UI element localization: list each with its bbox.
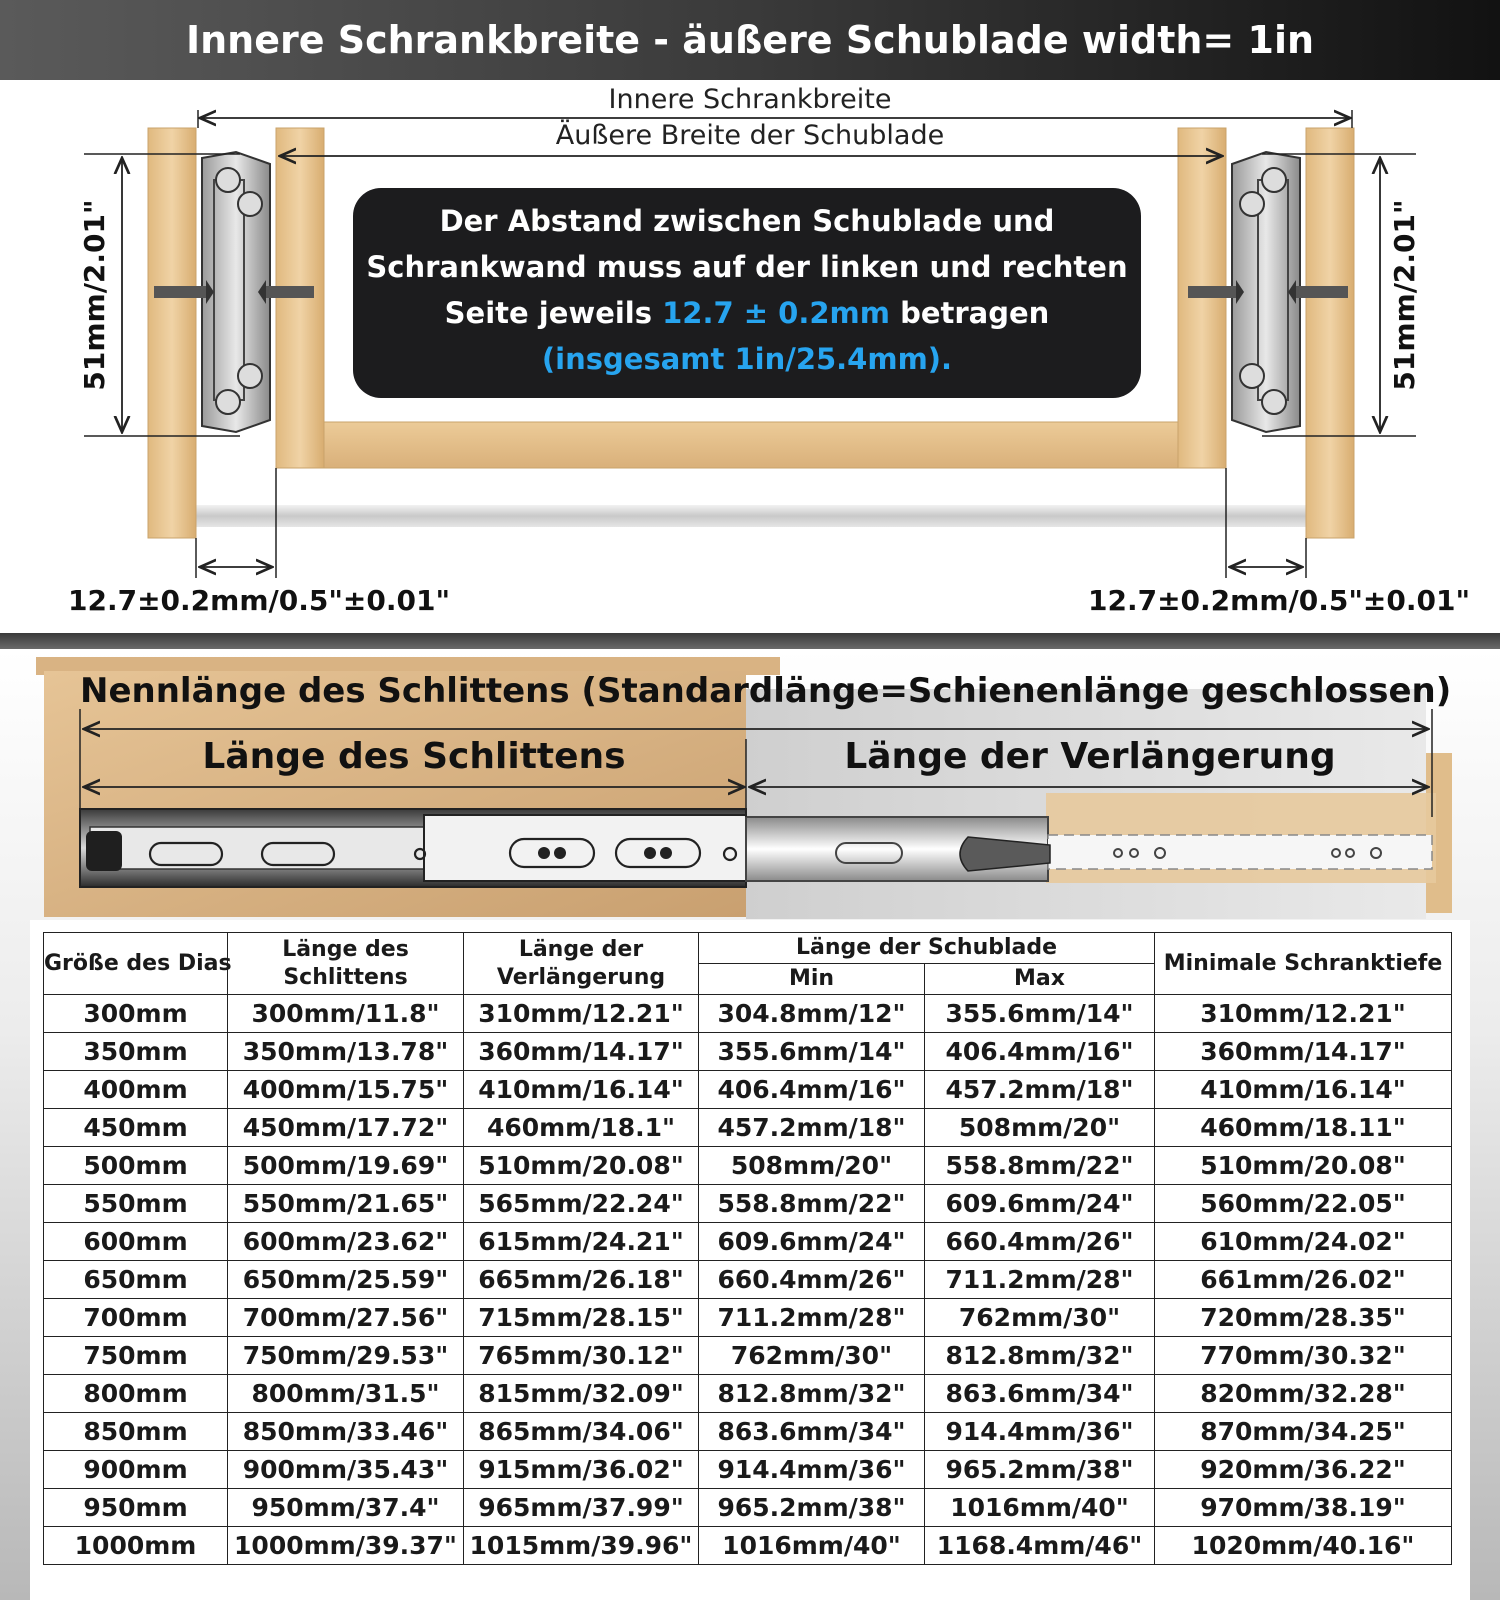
cell-drawer-min: 355.6mm/14" [699,1033,925,1071]
cell-slide-length: 650mm/25.59" [228,1261,464,1299]
cell-size: 350mm [44,1033,228,1071]
cell-size: 850mm [44,1413,228,1451]
cell-drawer-min: 609.6mm/24" [699,1223,925,1261]
cell-slide-length: 950mm/37.4" [228,1489,464,1527]
cell-drawer-min: 711.2mm/28" [699,1299,925,1337]
cell-drawer-max: 711.2mm/28" [925,1261,1155,1299]
left-height-label: 51mm/2.01" [78,199,111,391]
header-drawer-min: Min [699,964,925,995]
cell-min-depth: 770mm/30.32" [1155,1337,1452,1375]
page-title: Innere Schrankbreite - äußere Schublade width= 1in [185,18,1315,62]
cell-min-depth: 870mm/34.25" [1155,1413,1452,1451]
cell-size: 600mm [44,1223,228,1261]
cell-drawer-max: 457.2mm/18" [925,1071,1155,1109]
cell-drawer-max: 609.6mm/24" [925,1185,1155,1223]
table-row [44,1527,1452,1565]
cell-slide-length: 300mm/11.8" [228,995,464,1033]
table-row [44,1489,1452,1527]
cell-min-depth: 310mm/12.21" [1155,995,1452,1033]
table-row [44,1109,1452,1147]
cell-extension-length: 965mm/37.99" [464,1489,699,1527]
cell-extension-length: 615mm/24.21" [464,1223,699,1261]
cell-drawer-max: 965.2mm/38" [925,1451,1155,1489]
cell-slide-length: 550mm/21.65" [228,1185,464,1223]
cell-drawer-min: 762mm/30" [699,1337,925,1375]
cell-drawer-min: 863.6mm/34" [699,1413,925,1451]
drawer-bottom [324,422,1178,468]
cell-drawer-max: 1016mm/40" [925,1489,1155,1527]
cell-size: 650mm [44,1261,228,1299]
cell-extension-length: 1015mm/39.96" [464,1527,699,1565]
cell-min-depth: 1020mm/40.16" [1155,1527,1452,1565]
left-cabinet-wall [148,128,196,538]
cell-extension-length: 765mm/30.12" [464,1337,699,1375]
cell-extension-length: 360mm/14.17" [464,1033,699,1071]
cell-min-depth: 610mm/24.02" [1155,1223,1452,1261]
cell-slide-length: 600mm/23.62" [228,1223,464,1261]
cell-drawer-min: 914.4mm/36" [699,1451,925,1489]
callout-total-highlight: (insgesamt 1in/25.4mm). [541,342,953,376]
cell-drawer-min: 812.8mm/32" [699,1375,925,1413]
cell-extension-length: 665mm/26.18" [464,1261,699,1299]
cell-min-depth: 510mm/20.08" [1155,1147,1452,1185]
extension-length-label: Länge der Verlängerung [844,736,1336,777]
cell-slide-length: 750mm/29.53" [228,1337,464,1375]
cell-drawer-min: 1016mm/40" [699,1527,925,1565]
cell-slide-length: 700mm/27.56" [228,1299,464,1337]
cell-slide-length: 900mm/35.43" [228,1451,464,1489]
cell-extension-length: 510mm/20.08" [464,1147,699,1185]
cell-size: 1000mm [44,1527,228,1565]
cell-slide-length: 500mm/19.69" [228,1147,464,1185]
cell-slide-length: 1000mm/39.37" [228,1527,464,1565]
cell-drawer-min: 965.2mm/38" [699,1489,925,1527]
cell-size: 800mm [44,1375,228,1413]
cell-size: 750mm [44,1337,228,1375]
header-min-cabinet-depth: Minimale Schranktiefe [1155,933,1452,995]
cell-size: 950mm [44,1489,228,1527]
cell-extension-length: 865mm/34.06" [464,1413,699,1451]
slide-end-stopper [86,831,122,871]
table-body [44,995,1452,1565]
cell-min-depth: 720mm/28.35" [1155,1299,1452,1337]
callout-line-1: Der Abstand zwischen Schublade und [439,204,1055,238]
cell-drawer-max: 914.4mm/36" [925,1413,1155,1451]
header-slide-length: Länge des Schlittens [228,933,464,995]
cell-drawer-max: 355.6mm/14" [925,995,1155,1033]
cell-extension-length: 460mm/18.1" [464,1109,699,1147]
inner-width-label: Innere Schrankbreite [608,84,892,115]
table-row [44,1147,1452,1185]
left-gap-label: 12.7±0.2mm/0.5"±0.01" [68,584,451,617]
cell-size: 500mm [44,1147,228,1185]
cell-extension-length: 410mm/16.14" [464,1071,699,1109]
cell-drawer-min: 304.8mm/12" [699,995,925,1033]
header-drawer-max: Max [925,964,1155,995]
table-row [44,1375,1452,1413]
cell-min-depth: 410mm/16.14" [1155,1071,1452,1109]
cell-size: 450mm [44,1109,228,1147]
cell-slide-length: 800mm/31.5" [228,1375,464,1413]
section-divider [0,633,1500,649]
cell-min-depth: 920mm/36.22" [1155,1451,1452,1489]
header-size: Größe des Dias [44,933,228,995]
table-row [44,1261,1452,1299]
callout-line-3 [353,290,1141,336]
cell-size: 400mm [44,1071,228,1109]
callout-line-3-start: Seite jeweils [444,296,663,330]
cell-drawer-max: 762mm/30" [925,1299,1155,1337]
cell-drawer-max: 508mm/20" [925,1109,1155,1147]
cell-slide-length: 850mm/33.46" [228,1413,464,1451]
cell-drawer-max: 660.4mm/26" [925,1223,1155,1261]
cell-drawer-min: 660.4mm/26" [699,1261,925,1299]
cell-size: 300mm [44,995,228,1033]
cell-drawer-max: 863.6mm/34" [925,1375,1155,1413]
cell-drawer-max: 812.8mm/32" [925,1337,1155,1375]
table-row [44,995,1452,1033]
table-row [44,1299,1452,1337]
cell-slide-length: 400mm/15.75" [228,1071,464,1109]
table-row [44,1413,1452,1451]
slide-length-label: Länge des Schlittens [202,736,626,777]
cell-slide-length: 350mm/13.78" [228,1033,464,1071]
spacing-callout-box [353,188,1141,398]
table-row [44,1071,1452,1109]
cell-extension-length: 310mm/12.21" [464,995,699,1033]
table-row [44,1033,1452,1071]
cell-size: 900mm [44,1451,228,1489]
cell-min-depth: 560mm/22.05" [1155,1185,1452,1223]
slide-size-table [43,932,1452,1565]
cell-extension-length: 565mm/22.24" [464,1185,699,1223]
callout-line-3-end: betragen [889,296,1050,330]
cell-drawer-max: 558.8mm/22" [925,1147,1155,1185]
table-row [44,1185,1452,1223]
cell-drawer-min: 457.2mm/18" [699,1109,925,1147]
table-row [44,1223,1452,1261]
cell-min-depth: 360mm/14.17" [1155,1033,1452,1071]
cell-drawer-max: 1168.4mm/46" [925,1527,1155,1565]
header-extension-length: Länge der Verlängerung [464,933,699,995]
callout-line-2: Schrankwand muss auf der linken und rechten [366,250,1128,284]
table-row [44,1337,1452,1375]
outer-width-label: Äußere Breite der Schublade [555,120,945,151]
nominal-length-label: Nennlänge des Schlittens (Standardlänge=Schienenlänge geschlossen) [80,671,1452,711]
right-gap-label: 12.7±0.2mm/0.5"±0.01" [1088,584,1471,617]
table-row [44,1451,1452,1489]
cell-extension-length: 715mm/28.15" [464,1299,699,1337]
cell-drawer-min: 508mm/20" [699,1147,925,1185]
cell-extension-length: 815mm/32.09" [464,1375,699,1413]
right-cabinet-wall [1306,128,1354,538]
cell-drawer-min: 406.4mm/16" [699,1071,925,1109]
cell-size: 550mm [44,1185,228,1223]
header-drawer-length: Länge der Schublade [699,933,1155,964]
cell-slide-length: 450mm/17.72" [228,1109,464,1147]
slide-inner-member [424,815,746,881]
cell-extension-length: 915mm/36.02" [464,1451,699,1489]
right-height-label: 51mm/2.01" [1388,199,1421,391]
cell-min-depth: 970mm/38.19" [1155,1489,1452,1527]
bottom-rail-shelf [196,505,1306,527]
callout-tolerance-highlight: 12.7 ± 0.2mm [662,296,890,330]
cell-min-depth: 820mm/32.28" [1155,1375,1452,1413]
cell-min-depth: 460mm/18.11" [1155,1109,1452,1147]
cell-drawer-max: 406.4mm/16" [925,1033,1155,1071]
cell-min-depth: 661mm/26.02" [1155,1261,1452,1299]
cell-size: 700mm [44,1299,228,1337]
cell-drawer-min: 558.8mm/22" [699,1185,925,1223]
slide-extension-tip [1048,835,1432,869]
